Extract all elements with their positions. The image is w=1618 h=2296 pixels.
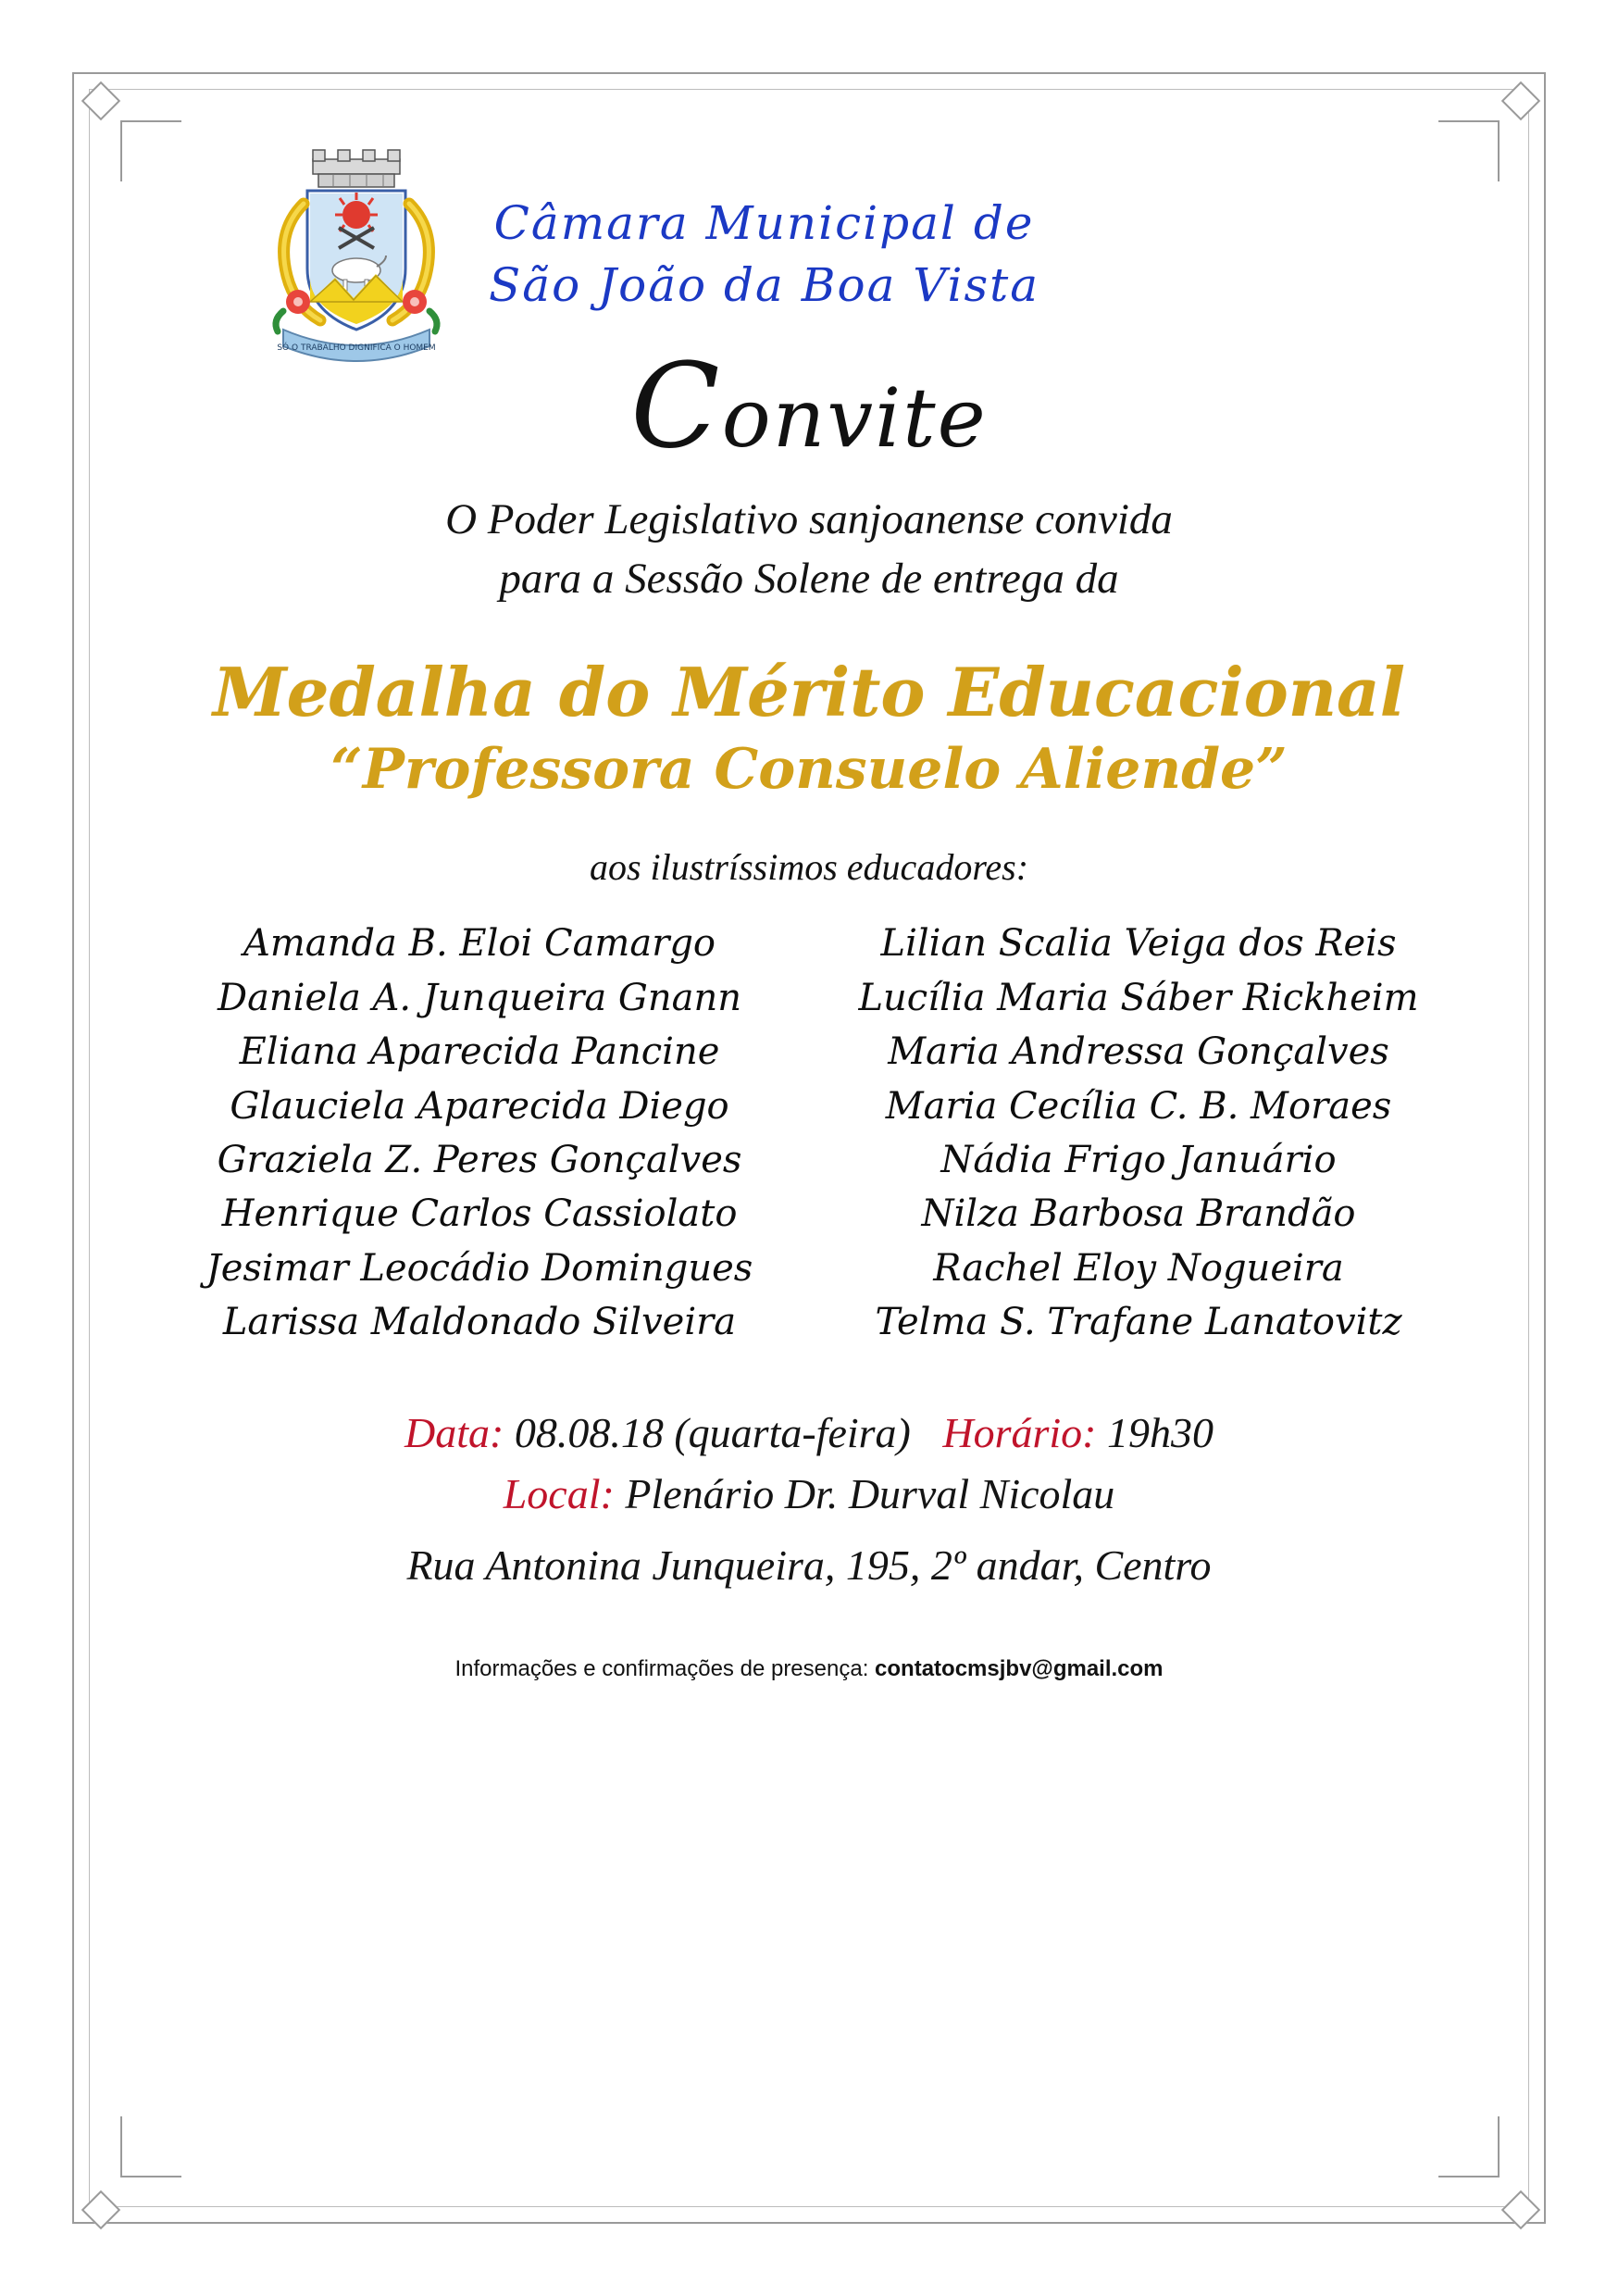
list-item: Maria Cecília C. B. Moraes <box>885 1084 1392 1128</box>
list-item: Henrique Carlos Cassiolato <box>221 1192 738 1236</box>
honorees-column-right <box>828 917 1450 1349</box>
page-title-rest: onvite <box>721 370 988 466</box>
list-item: Daniela A. Junqueira Gnann <box>218 976 741 1019</box>
coat-of-arms-icon <box>250 139 463 370</box>
date-value: 08.08.18 (quarta-feira) <box>514 1409 911 1457</box>
list-item: Rachel Eloy Nogueira <box>933 1246 1344 1290</box>
institution-name <box>489 193 1039 317</box>
list-item: Jesimar Leocádio Domingues <box>205 1246 753 1290</box>
institution-line-2: São João da Boa Vista <box>489 258 1040 312</box>
list-item: Eliana Aparecida Pancine <box>239 1030 720 1074</box>
institution-line-1: Câmara Municipal de <box>493 196 1035 250</box>
place-value: Plenário Dr. Durval Nicolau <box>625 1469 1115 1517</box>
list-item: Graziela Z. Peres Gonçalves <box>217 1138 742 1181</box>
list-item: Nádia Frigo Januário <box>940 1138 1337 1181</box>
medal-subtitle: “Professora Consuelo Aliende” <box>330 737 1288 803</box>
invite-line-2: para a Sessão Solene de entrega da <box>499 554 1119 603</box>
list-item: Lilian Scalia Veiga dos Reis <box>880 922 1397 966</box>
list-item: Larissa Maldonado Silveira <box>222 1301 737 1344</box>
invite-line-1: O Poder Legislativo sanjoanense convida <box>445 495 1173 543</box>
invitation-content <box>148 139 1470 1682</box>
event-datetime-line <box>148 1403 1470 1463</box>
medal-title: Medalha do Mérito Educacional <box>212 652 1406 731</box>
contact-email[interactable]: contatocmsjbv@gmail.com <box>875 1656 1164 1682</box>
footer <box>148 1656 1470 1682</box>
event-address: Rua Antonina Junqueira, 195, 2º andar, Centro <box>406 1541 1212 1590</box>
crest-motto-text: SÓ O TRABALHO DIGNIFICA O HOMEM <box>277 343 436 353</box>
page-title-dropcap: C <box>630 338 722 474</box>
list-item: Amanda B. Eloi Camargo <box>243 922 716 966</box>
honorees-list <box>148 917 1470 1349</box>
list-item: Lucília Maria Sáber Rickheim <box>858 976 1419 1019</box>
list-item: Telma S. Trafane Lanatovitz <box>875 1301 1402 1344</box>
list-item: Glauciela Aparecida Diego <box>230 1084 729 1128</box>
corner-bracket-bottom-left <box>120 2116 181 2177</box>
honorees-column-left <box>168 917 790 1349</box>
time-label: Horário: <box>942 1409 1097 1457</box>
list-item: Maria Andressa Gonçalves <box>888 1030 1389 1074</box>
footer-text: Informações e confirmações de presença: <box>454 1656 869 1682</box>
event-place-line <box>148 1464 1470 1524</box>
header <box>250 139 1470 370</box>
list-item: Nilza Barbosa Brandão <box>921 1192 1356 1236</box>
time-value: 19h30 <box>1106 1409 1214 1457</box>
event-details <box>148 1403 1470 1597</box>
corner-bracket-bottom-right <box>1438 2116 1500 2177</box>
place-label: Local: <box>503 1469 615 1517</box>
honorees-intro: aos ilustríssimos educadores: <box>589 846 1029 889</box>
date-label: Data: <box>404 1409 504 1457</box>
